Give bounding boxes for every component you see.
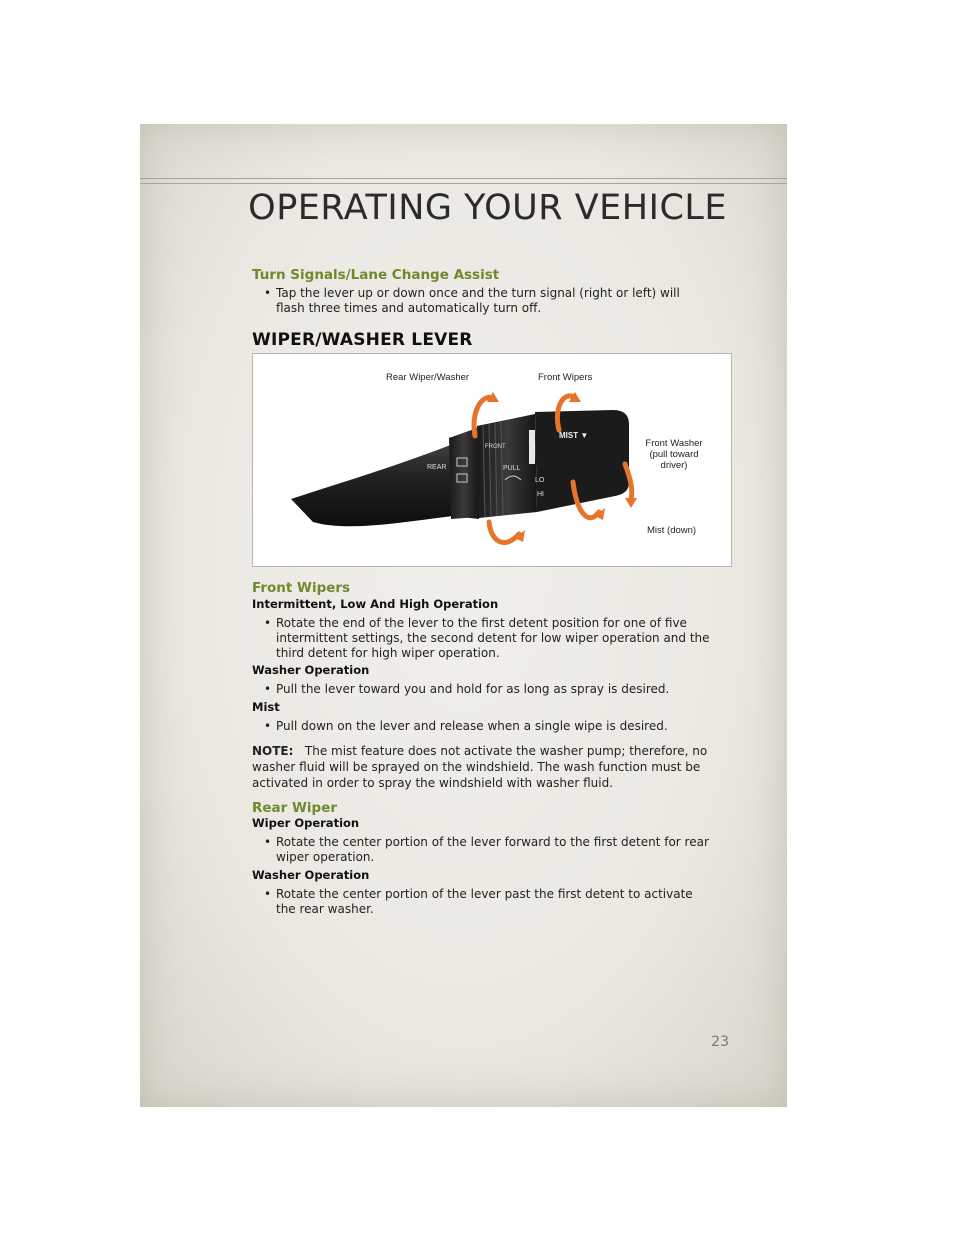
header-rule-bottom (140, 183, 787, 184)
front-wipers-bullet-2 (252, 682, 712, 697)
callout-front-washer-line2: (pull toward (649, 449, 699, 460)
front-wipers-bullet-3 (252, 719, 712, 734)
callout-mist-down: Mist (down) (647, 525, 697, 536)
lever-end-cap (535, 410, 629, 512)
note-label: NOTE: (252, 744, 294, 758)
turn-signals-bullet (252, 286, 712, 316)
callout-front-washer-line3: driver) (660, 460, 688, 471)
rear-wiper-sub-wiper: Wiper Operation (252, 816, 360, 830)
bullet-glyph: • (264, 887, 272, 901)
front-wipers-sub-mist: Mist (252, 700, 280, 714)
page-title: OPERATING YOUR VEHICLE (248, 188, 727, 228)
washer-indicator (529, 430, 535, 464)
rear-wiper-heading: Rear Wiper (252, 800, 338, 816)
lever-label-rear: REAR (427, 464, 447, 471)
callout-front-wipers: Front Wipers (538, 372, 593, 383)
rear-wiper-bullet-2 (252, 887, 712, 917)
front-wipers-sub-intermittent: Intermittent, Low And High Operation (252, 597, 499, 611)
section-title-wiper: WIPER/WASHER LEVER (252, 330, 473, 350)
turn-signals-heading: Turn Signals/Lane Change Assist (252, 267, 500, 283)
front-wipers-heading: Front Wipers (252, 580, 351, 596)
page-number: 23 (711, 1034, 729, 1050)
bullet-glyph: • (264, 835, 272, 849)
bullet-text: Rotate the center portion of the lever past the first detent to activate the rear washer. (276, 887, 693, 916)
bullet-text: Rotate the end of the lever to the first detent position for one of five intermittent settings, the second detent for low wiper operation and the third detent for high wiper operation. (276, 616, 710, 660)
bullet-text: Tap the lever up or down once and the turn signal (right or left) will flash three times and automatically turn off. (276, 286, 680, 315)
header-rule-top (140, 178, 787, 179)
lever-label-front: FRONT (485, 444, 506, 450)
callout-rear-wiper-washer: Rear Wiper/Washer (386, 372, 470, 383)
manual-page (140, 124, 787, 1107)
wiper-lever-figure (252, 353, 732, 567)
lever-label-lo: LO (535, 477, 545, 484)
note-paragraph (252, 743, 722, 791)
lever-label-mist: MIST ▼ (559, 431, 589, 440)
bullet-glyph: • (264, 286, 272, 300)
note-text: The mist feature does not activate the washer pump; therefore, no washer fluid will be sprayed on the windshield. The wash function must be activated in order to spray the windshield with washer fluid. (252, 744, 708, 790)
rear-wiper-sub-washer: Washer Operation (252, 868, 370, 882)
rear-wiper-bullet-1 (252, 835, 712, 865)
lever-label-pull: PULL (503, 465, 521, 472)
arrow-rear-down (489, 522, 519, 543)
bullet-glyph: • (264, 682, 272, 696)
front-wipers-sub-washer: Washer Operation (252, 663, 370, 677)
bullet-text: Pull the lever toward you and hold for as long as spray is desired. (276, 682, 670, 696)
front-wipers-bullet-1 (252, 616, 712, 661)
bullet-text: Pull down on the lever and release when a single wipe is desired. (276, 719, 668, 733)
callout-front-washer-line1: Front Washer (645, 438, 703, 449)
bullet-glyph: • (264, 719, 272, 733)
bullet-glyph: • (264, 616, 272, 630)
callout-front-washer (641, 438, 707, 471)
bullet-text: Rotate the center portion of the lever forward to the first detent for rear wiper operation. (276, 835, 709, 864)
lever-label-hi: HI (537, 491, 544, 498)
